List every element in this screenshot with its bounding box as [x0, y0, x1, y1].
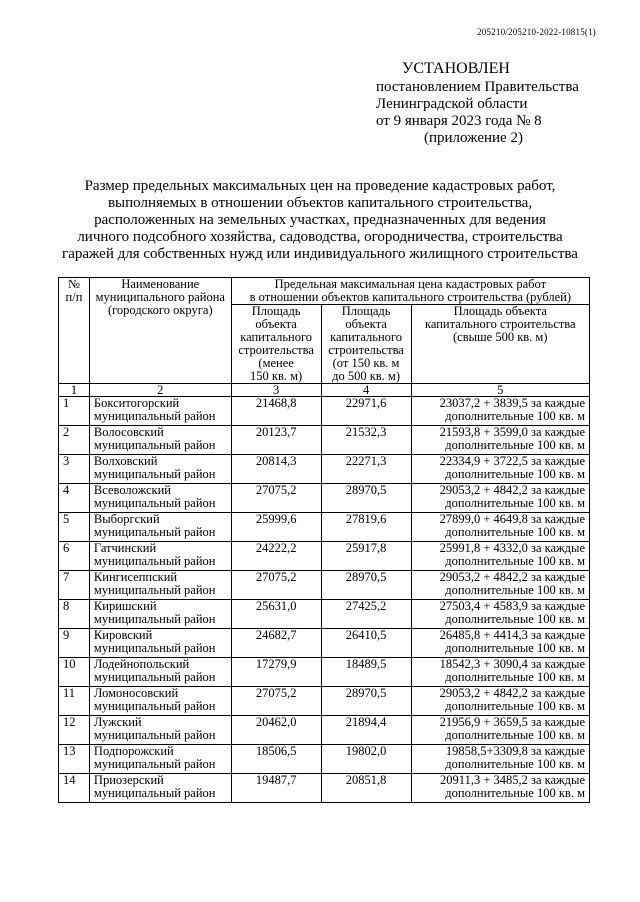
- row-number: 8: [59, 600, 90, 629]
- price-medium: 26410,5: [321, 629, 411, 658]
- price-small: 25999,6: [231, 513, 321, 542]
- price-medium: 28970,5: [321, 484, 411, 513]
- price-small: 21468,8: [231, 397, 321, 426]
- table-row: [59, 484, 590, 513]
- price-large-formula: 21593,8 + 3599,0 за каждые дополнительные 100 кв. м: [411, 426, 589, 455]
- table-row: [59, 774, 590, 803]
- table-row: [59, 600, 590, 629]
- header-area-small: Площадь объекта капитального строительства (менее 150 кв. м): [231, 305, 321, 384]
- row-number: 6: [59, 542, 90, 571]
- district-name: Приозерский муниципальный район: [89, 774, 231, 803]
- price-small: 17279,9: [231, 658, 321, 687]
- district-name: Всеволожский муниципальный район: [89, 484, 231, 513]
- column-number: 2: [89, 384, 231, 397]
- district-name: Кировский муниципальный район: [89, 629, 231, 658]
- district-name: Лужский муниципальный район: [89, 716, 231, 745]
- column-number: 1: [59, 384, 90, 397]
- price-large-formula: 21956,9 + 3659,5 за каждые дополнительные 100 кв. м: [411, 716, 589, 745]
- price-large-formula: 20911,3 + 3485,2 за каждые дополнительные 100 кв. м: [411, 774, 589, 803]
- price-medium: 18489,5: [321, 658, 411, 687]
- price-small: 27075,2: [231, 484, 321, 513]
- price-medium: 22971,6: [321, 397, 411, 426]
- price-large-formula: 29053,2 + 4842,2 за каждые дополнительные 100 кв. м: [411, 687, 589, 716]
- price-small: 20814,3: [231, 455, 321, 484]
- header-area-medium: Площадь объекта капитального строительства (от 150 кв. м до 500 кв. м): [321, 305, 411, 384]
- district-name: Волосовский муниципальный район: [89, 426, 231, 455]
- row-number: 2: [59, 426, 90, 455]
- price-medium: 21894,4: [321, 716, 411, 745]
- table-row: [59, 455, 590, 484]
- column-number-row: [59, 384, 590, 397]
- row-number: 7: [59, 571, 90, 600]
- price-medium: 21532,3: [321, 426, 411, 455]
- price-medium: 25917,8: [321, 542, 411, 571]
- row-number: 3: [59, 455, 90, 484]
- header-district-name: Наименование муниципального района (городского округа): [89, 278, 231, 384]
- price-medium: 27425,2: [321, 600, 411, 629]
- approval-line: постановлением Правительства: [376, 79, 579, 95]
- price-table: [58, 277, 590, 803]
- district-name: Волховский муниципальный район: [89, 455, 231, 484]
- column-number: 3: [231, 384, 321, 397]
- price-medium: 27819,6: [321, 513, 411, 542]
- row-number: 5: [59, 513, 90, 542]
- price-medium: 19802,0: [321, 745, 411, 774]
- approval-line: от 9 января 2023 года № 8: [376, 113, 542, 129]
- header-max-price: Предельная максимальная цена кадастровых работ в отношении объектов капитального строительства (рублей): [231, 278, 589, 305]
- table-row: [59, 513, 590, 542]
- column-number: 5: [411, 384, 589, 397]
- title-line: расположенных на земельных участках, предназначенных для ведения: [94, 212, 546, 228]
- district-name: Подпорожский муниципальный район: [89, 745, 231, 774]
- table-row: [59, 571, 590, 600]
- price-large-formula: 27899,0 + 4649,8 за каждые дополнительные 100 кв. м: [411, 513, 589, 542]
- column-number: 4: [321, 384, 411, 397]
- district-name: Бокситогорский муниципальный район: [89, 397, 231, 426]
- row-number: 14: [59, 774, 90, 803]
- price-large-formula: 29053,2 + 4842,2 за каждые дополнительные 100 кв. м: [411, 571, 589, 600]
- price-large-formula: 27503,4 + 4583,9 за каждые дополнительные 100 кв. м: [411, 600, 589, 629]
- district-name: Лодейнопольский муниципальный район: [89, 658, 231, 687]
- approval-line: Ленинградской области: [376, 96, 528, 112]
- price-small: 24682,7: [231, 629, 321, 658]
- price-small: 20123,7: [231, 426, 321, 455]
- district-name: Кингисеппский муниципальный район: [89, 571, 231, 600]
- price-large-formula: 26485,8 + 4414,3 за каждые дополнительные 100 кв. м: [411, 629, 589, 658]
- table-row: [59, 716, 590, 745]
- price-large-formula: 25991,8 + 4332,0 за каждые дополнительные 100 кв. м: [411, 542, 589, 571]
- approval-stamp: [376, 60, 579, 147]
- district-name: Киришский муниципальный район: [89, 600, 231, 629]
- header-number: № п/п: [59, 278, 90, 384]
- row-number: 13: [59, 745, 90, 774]
- price-small: 19487,7: [231, 774, 321, 803]
- table-row: [59, 397, 590, 426]
- table-row: [59, 658, 590, 687]
- approval-line: (приложение 2): [424, 130, 523, 146]
- table-row: [59, 687, 590, 716]
- price-large-formula: 23037,2 + 3839,5 за каждые дополнительные 100 кв. м: [411, 397, 589, 426]
- district-name: Гатчинский муниципальный район: [89, 542, 231, 571]
- approval-heading: УСТАНОВЛЕН: [402, 60, 510, 77]
- row-number: 4: [59, 484, 90, 513]
- price-small: 18506,5: [231, 745, 321, 774]
- price-small: 25631,0: [231, 600, 321, 629]
- price-medium: 28970,5: [321, 571, 411, 600]
- price-small: 27075,2: [231, 571, 321, 600]
- price-medium: 20851,8: [321, 774, 411, 803]
- document-id: 205210/205210-2022-10815(1): [477, 27, 596, 37]
- row-number: 1: [59, 397, 90, 426]
- title-line: гаражей для собственных нужд или индивидуального жилищного строительства: [62, 246, 578, 262]
- header-area-large: Площадь объекта капитального строительства (свыше 500 кв. м): [411, 305, 589, 384]
- document-title: [40, 178, 600, 263]
- table-row: [59, 426, 590, 455]
- table-row: [59, 542, 590, 571]
- price-small: 27075,2: [231, 687, 321, 716]
- price-small: 20462,0: [231, 716, 321, 745]
- price-small: 24222,2: [231, 542, 321, 571]
- district-name: Ломоносовский муниципальный район: [89, 687, 231, 716]
- price-medium: 28970,5: [321, 687, 411, 716]
- row-number: 9: [59, 629, 90, 658]
- price-medium: 22271,3: [321, 455, 411, 484]
- price-large-formula: 19858,5+3309,8 за каждые дополнительные 100 кв. м: [411, 745, 589, 774]
- price-large-formula: 18542,3 + 3090,4 за каждые дополнительные 100 кв. м: [411, 658, 589, 687]
- row-number: 11: [59, 687, 90, 716]
- price-large-formula: 22334,9 + 3722,5 за каждые дополнительные 100 кв. м: [411, 455, 589, 484]
- table-row: [59, 629, 590, 658]
- district-name: Выборгский муниципальный район: [89, 513, 231, 542]
- row-number: 10: [59, 658, 90, 687]
- price-large-formula: 29053,2 + 4842,2 за каждые дополнительные 100 кв. м: [411, 484, 589, 513]
- title-line: выполняемых в отношении объектов капитального строительства,: [107, 195, 533, 211]
- row-number: 12: [59, 716, 90, 745]
- title-line: Размер предельных максимальных цен на проведение кадастровых работ,: [84, 178, 556, 194]
- table-row: [59, 745, 590, 774]
- title-line: личного подсобного хозяйства, садоводства, огородничества, строительства: [77, 229, 563, 245]
